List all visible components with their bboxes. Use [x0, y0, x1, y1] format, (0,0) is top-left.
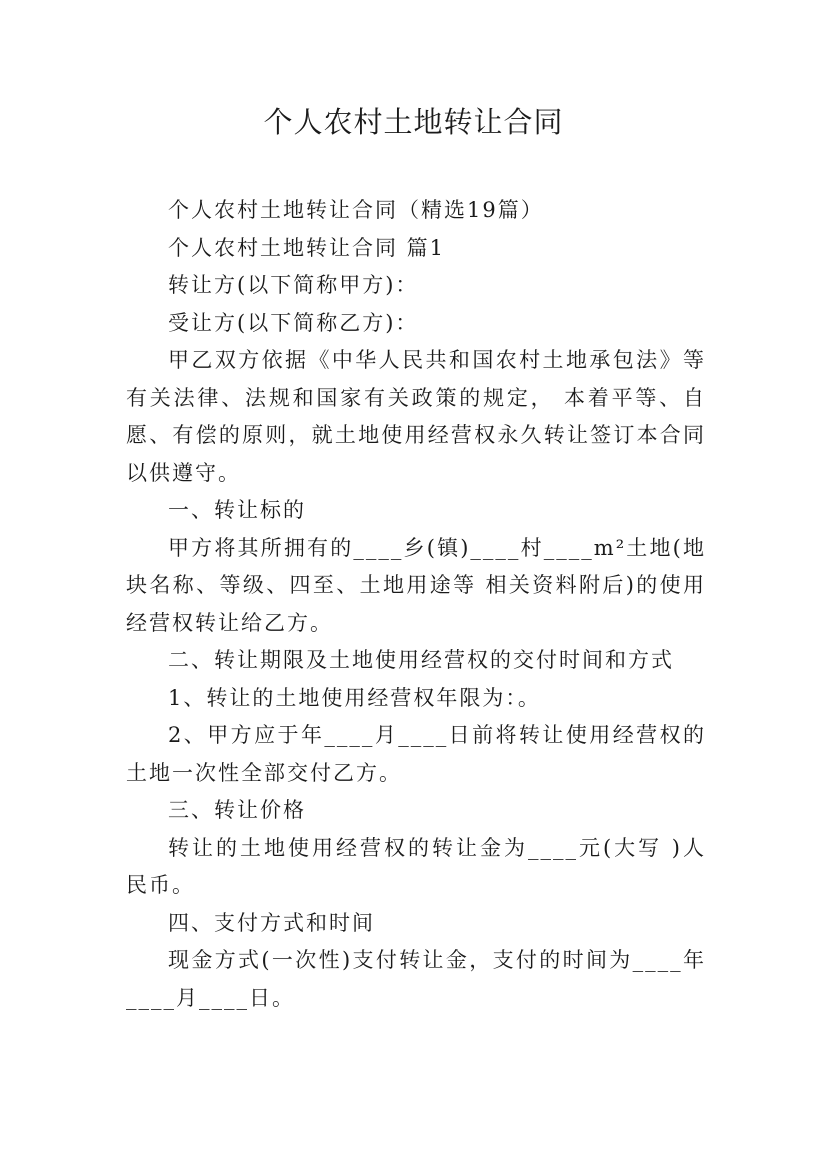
document-title: 个人农村土地转让合同 [263, 105, 564, 139]
paragraph-article-heading: 个人农村土地转让合同 篇1 [168, 235, 446, 260]
paragraph-term-1: 1、转让的土地使用经营权年限为：。 [168, 685, 541, 710]
paragraph-term-2: 2、甲方应于年____月____日前将转让使用经营权的土地一次性全部交付乙方。 [126, 723, 706, 785]
section-heading-subject: 一、转让标的 [168, 498, 306, 522]
section-heading-price: 三、转让价格 [168, 798, 306, 822]
paragraph-transferor: 转让方(以下简称甲方)： [168, 273, 419, 297]
paragraph-price: 转让的土地使用经营权的转让金为____元(大写 )人民币。 [126, 835, 706, 897]
paragraph-preamble: 甲乙双方依据《中华人民共和国农村土地承包法》等有关法律、法规和国家有关政策的规定， 本着平等、自愿、有偿的原则，就土地使用经营权永久转让签订本合同以供遵守。 [126, 348, 706, 485]
paragraph-subtitle: 个人农村土地转让合同（精选19篇） [168, 198, 544, 222]
document-body [126, 192, 706, 1017]
section-heading-payment: 四、支付方式和时间 [168, 910, 375, 935]
paragraph-subject: 甲方将其所拥有的____乡(镇)____村____m²土地(地块名称、等级、四至、土地用途等 相关资料附后)的使用经营权转让给乙方。 [126, 535, 706, 635]
paragraph-transferee: 受让方(以下简称乙方)： [168, 310, 419, 335]
section-heading-term: 二、转让期限及土地使用经营权的交付时间和方式 [168, 648, 674, 672]
paragraph-payment: 现金方式(一次性)支付转让金，支付的时间为____年____月____日。 [126, 948, 706, 1010]
